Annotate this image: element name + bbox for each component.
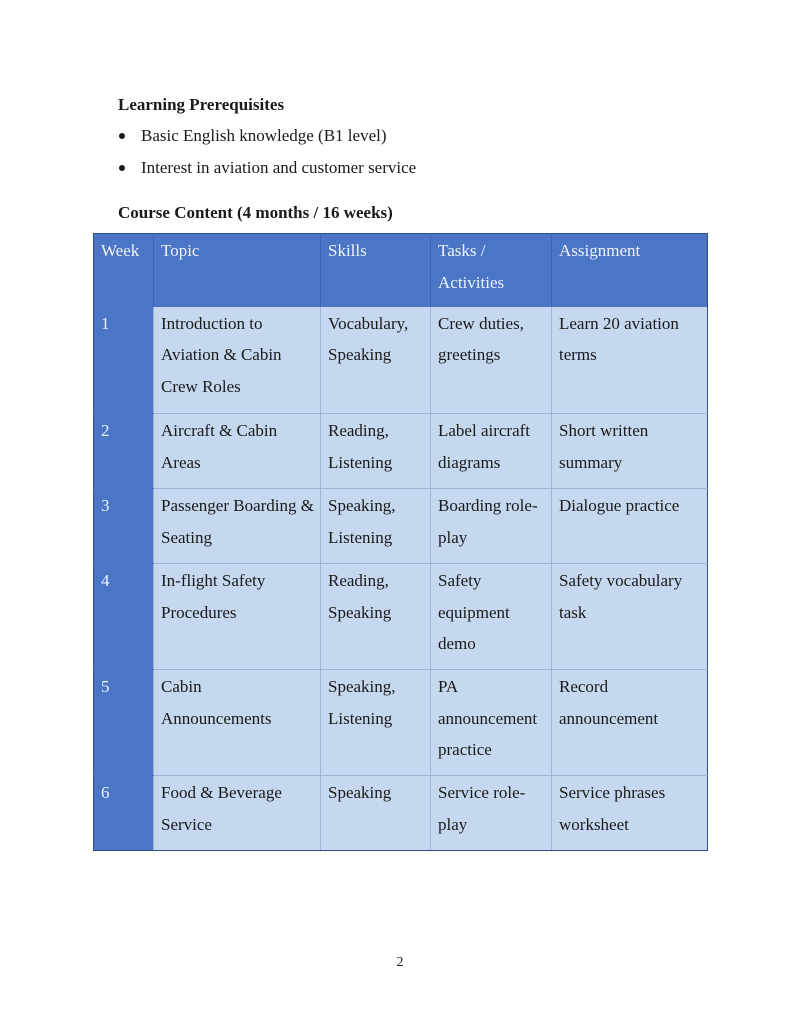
tasks-cell: Safety equipment demo: [431, 564, 552, 670]
table-row: [94, 564, 708, 670]
prerequisites-heading: Learning Prerequisites: [118, 95, 285, 114]
week-cell: 2: [94, 414, 154, 489]
table-row: [94, 307, 708, 414]
assignment-cell: Record announcement: [552, 670, 708, 776]
prerequisite-item: Interest in aviation and customer service: [118, 156, 416, 188]
topic-cell: Introduction to Aviation & Cabin Crew Roles: [154, 307, 321, 414]
week-cell: 4: [94, 564, 154, 670]
course-content-heading: Course Content (4 months / 16 weeks): [118, 203, 393, 222]
column-header-topic: Topic: [154, 234, 321, 307]
topic-cell: Food & Beverage Service: [154, 776, 321, 851]
tasks-cell: Boarding role-play: [431, 489, 552, 564]
assignment-cell: Dialogue practice: [552, 489, 708, 564]
tasks-cell: Crew duties, greetings: [431, 307, 552, 414]
topic-cell: Cabin Announcements: [154, 670, 321, 776]
week-cell: 6: [94, 776, 154, 851]
topic-cell: In-flight Safety Procedures: [154, 564, 321, 670]
assignment-cell: Service phrases worksheet: [552, 776, 708, 851]
column-header-assignment: Assignment: [552, 234, 708, 307]
week-cell: 5: [94, 670, 154, 776]
prerequisites-list: [118, 124, 416, 188]
column-header-tasks: Tasks / Activities: [431, 234, 552, 307]
table-header-row: [94, 234, 708, 307]
skills-cell: Reading, Listening: [321, 414, 431, 489]
column-header-week: Week: [94, 234, 154, 307]
course-content-table: [93, 233, 708, 851]
skills-cell: Speaking: [321, 776, 431, 851]
table-row: [94, 776, 708, 851]
assignment-cell: Learn 20 aviation terms: [552, 307, 708, 414]
table-row: [94, 670, 708, 776]
column-header-skills: Skills: [321, 234, 431, 307]
week-cell: 1: [94, 307, 154, 414]
skills-cell: Speaking, Listening: [321, 670, 431, 776]
skills-cell: Speaking, Listening: [321, 489, 431, 564]
tasks-cell: PA announcement practice: [431, 670, 552, 776]
skills-cell: Reading, Speaking: [321, 564, 431, 670]
table-row: [94, 414, 708, 489]
topic-cell: Passenger Boarding & Seating: [154, 489, 321, 564]
week-cell: 3: [94, 489, 154, 564]
skills-cell: Vocabulary, Speaking: [321, 307, 431, 414]
table-row: [94, 489, 708, 564]
assignment-cell: Short written summary: [552, 414, 708, 489]
assignment-cell: Safety vocabulary task: [552, 564, 708, 670]
prerequisite-item: Basic English knowledge (B1 level): [118, 124, 416, 156]
bullet-icon: [119, 165, 125, 171]
tasks-cell: Label aircraft diagrams: [431, 414, 552, 489]
page-number: 2: [396, 955, 404, 970]
topic-cell: Aircraft & Cabin Areas: [154, 414, 321, 489]
bullet-icon: [119, 133, 125, 139]
tasks-cell: Service role-play: [431, 776, 552, 851]
